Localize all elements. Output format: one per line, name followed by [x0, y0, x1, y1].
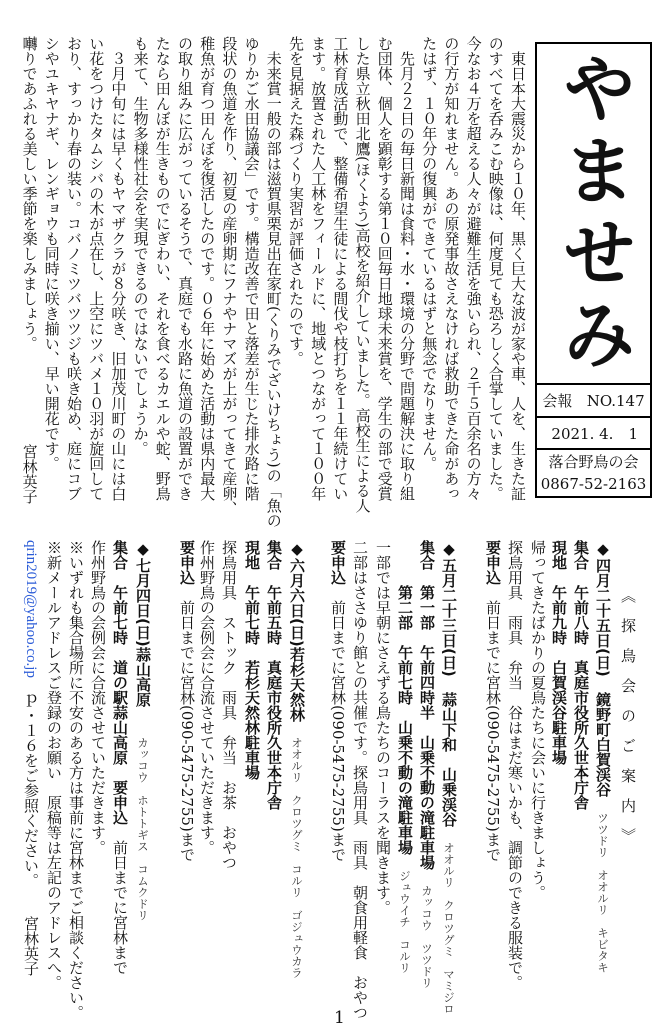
essay-column: の行方が知れません。あの原発事故さえなければ救助できた命があっ	[442, 36, 461, 501]
event-line	[504, 540, 526, 990]
essay-column: い花をつけたタムシバの木が点在し、上空にツバメ１０羽が旋回して	[87, 36, 106, 501]
event-line	[196, 540, 218, 976]
event-detail: 前日までに宮林(090-5475-2755)まで	[178, 585, 196, 862]
event-line	[327, 540, 349, 976]
bird-list: オオルリ クロツグミ マミジロ	[442, 841, 456, 1015]
essay-column: も来て、生物多様性社会を実現できるのではないでしょうか。	[131, 36, 150, 456]
essay-column: 稚魚が育つ田んぼを復活したのです。０６年に始めた活動は県内最大	[198, 36, 217, 501]
event-detail: 一部では早朝にさえずる鳥たちのコーラスを聞きます。	[374, 540, 392, 915]
essay-column: 段状の魚道を作り、初夏の産卵期にフナやナマズが上がってきて産卵、	[220, 36, 239, 516]
masthead	[535, 42, 652, 498]
event-line	[65, 540, 87, 1020]
essay-column: たなら田んぼが生きものでにぎわい、それを食べるカエルや蛇、野鳥	[153, 36, 172, 501]
essay-column: した県立秋田北鷹(ほくよう)高校を紹介していました。高校生による人	[353, 36, 372, 513]
event-detail-bold: 集合 第一部 午前四時半 山乗不動の滝駐車場	[418, 540, 436, 885]
event-detail: 探鳥用具 雨具 弁当 谷はまだ寒いかも、調節のできる服装で。	[506, 540, 524, 990]
event-line	[349, 540, 371, 1020]
essay-author: 宮林英子	[20, 444, 39, 504]
event-detail: 前日までに宮林(090-5475-2755)まで	[329, 585, 347, 862]
event-detail: ｐ・１６をご参照ください。	[22, 677, 40, 888]
page-number: 1	[334, 1008, 345, 1028]
essay-column: 今なお４万を超える人々が避難生活を強いられ、２千５百余名の方々	[464, 36, 483, 501]
org-phone: 0867-52-2163	[540, 475, 647, 493]
event-detail-bold: 集合 午前八時 真庭市役所久世本庁舎	[572, 540, 590, 810]
event-detail: ※いずれも集合場所に不安のある方は事前に宮林までご相談ください。	[67, 540, 85, 1020]
essay-column: 先を見据えた森づくり実習が評価されたのです。	[287, 36, 305, 366]
event-detail: ※新メールアドレスご登録のお願い 原稿等は左記のアドレスへ。	[45, 540, 63, 990]
event-detail: 前日までに宮林まで	[111, 825, 129, 975]
event-line	[132, 540, 154, 976]
event-detail-bold: 要申込	[329, 540, 347, 585]
event-detail-bold: 要申込	[484, 540, 502, 585]
essay-column: たはず、１０年分の復興ができているはずと無念でなりません。	[420, 36, 439, 471]
org-info	[537, 450, 650, 496]
issue-date: 2021. 4. 1	[537, 418, 650, 450]
essay-column: おり、すっかり春の装い。コバノミツバツツジも咲き始め、庭にコブ	[65, 36, 83, 501]
bird-list: ツツドリ オオルリ キビタキ	[596, 811, 610, 973]
event-detail: 前日までに宮林(090-5475-2755)まで	[484, 585, 502, 862]
email-link[interactable]: qrin2019@yahoo.co.jp	[23, 540, 39, 678]
event-detail-bold: ◆六月六日(日)若杉天然林	[288, 540, 306, 737]
event-detail: 作州野鳥の会例会に合流させていただきます。	[198, 540, 216, 855]
bird-list: カッコウ ツツドリ	[420, 885, 434, 989]
essay-column: 未来賞一般の部は滋賀県栗見出在家町(くりみでざいけちょう)の「魚の	[264, 36, 283, 528]
issue-label: 会報	[542, 392, 573, 410]
essay-column: のすべてを呑みこむ映像は、何度見ても恐ろしく合掌していました。	[486, 36, 505, 501]
essay-column: ゆりかご水田協議会」です。構造改善で田と落差が生じた排水路に階	[242, 36, 261, 501]
event-line	[592, 540, 614, 976]
essay-line: 囀りであふれる美しい季節を楽しみましょう。	[20, 36, 39, 351]
event-detail-bold: 第二部 午前七時 山乗不動の滝駐車場	[396, 540, 414, 870]
event-line	[109, 540, 131, 976]
essay-column	[19, 36, 41, 504]
newsletter-logo: やませみ	[537, 44, 650, 385]
event-line	[241, 540, 263, 976]
event-line-text	[20, 540, 42, 888]
event-line	[218, 540, 240, 976]
event-detail-bold: 現地 午前九時 白賀渓谷駐車場	[550, 540, 568, 765]
events-heading: 《 探 鳥 会 の ご 案 内 》	[619, 588, 637, 843]
event-detail-bold: 現地 午前七時 若杉天然林駐車場	[243, 540, 261, 780]
event-detail-bold: 集合 午前七時 道の駅蒜山高原 要申込	[111, 540, 129, 825]
event-line	[527, 540, 549, 976]
event-detail-bold: ◆五月二十三日(日) 蒜山下和 山乗渓谷	[440, 540, 458, 842]
essay-column: 工林育成活動で、整備希望生徒による間伐や枝打ちを１１年続けてい	[331, 36, 350, 501]
event-detail-bold: 集合 午前五時 真庭市役所久世本庁舎	[265, 540, 283, 810]
event-detail: 二部はささゆり館との共催です。探鳥用具 雨具 朝食用軽食 おやつ	[351, 540, 369, 1020]
event-detail: 探鳥用具 ストック 雨具 弁当 お茶 おやつ	[220, 540, 238, 870]
event-detail: 帰ってきたばかりの夏鳥たちに会いに行きましょう。	[529, 540, 547, 900]
event-line	[263, 540, 285, 976]
essay-column: む団体、個人を顕彰する第１０回毎日地球未来賞を、学生の部で受賞	[375, 36, 394, 501]
essay-column: の取り組みに広がっているそうで、真庭でも水路に魚道の設置ができ	[176, 36, 194, 501]
event-line	[416, 540, 438, 989]
events-author: 宮林英子	[22, 916, 40, 976]
essay-column: 先月２２日の毎日新聞は食料・水・環境の分野で問題解決に取り組	[398, 36, 416, 501]
event-line	[394, 540, 416, 976]
event-line	[570, 540, 592, 976]
event-line	[20, 540, 42, 976]
event-line	[87, 540, 109, 976]
event-detail-bold: ◆七月四日(日)蒜山高原	[134, 540, 152, 737]
event-line	[548, 540, 570, 976]
bird-list: オオルリ クロツグミ コルリ ゴジュウカラ	[290, 736, 304, 979]
event-line	[482, 540, 504, 976]
event-detail: 作州野鳥の会例会に合流させていただきます。	[89, 540, 107, 855]
event-line	[372, 540, 394, 976]
event-line	[286, 540, 308, 979]
event-line	[176, 540, 198, 976]
event-detail-bold: 要申込	[178, 540, 196, 585]
essay-column: ３月中旬には早くもヤマザクラが８分咲き、旧加茂川町の山には白	[109, 36, 128, 501]
event-line	[438, 540, 460, 1015]
essay-column: シやユキヤナギ、レンギョウも同時に咲き揃い、早い開花です。	[42, 36, 61, 471]
event-detail-bold: ◆四月二十五日(日) 鏡野町白賀渓谷	[594, 540, 612, 812]
bird-list: ジュウイチ コルリ	[398, 870, 412, 974]
issue-row	[537, 385, 650, 418]
event-line	[43, 540, 65, 990]
bird-list: カッコウ ホトトギス コムクドリ	[136, 736, 150, 921]
issue-number: NO.147	[586, 391, 645, 410]
essay-column: ます。放置された人工林をフィールドに、地域とつながって１００年	[309, 36, 328, 501]
org-name: 落合野鳥の会	[548, 453, 639, 471]
essay-column: 東日本大震災から１０年、黒く巨大な波が家や車、人を、生きた証	[509, 36, 527, 501]
